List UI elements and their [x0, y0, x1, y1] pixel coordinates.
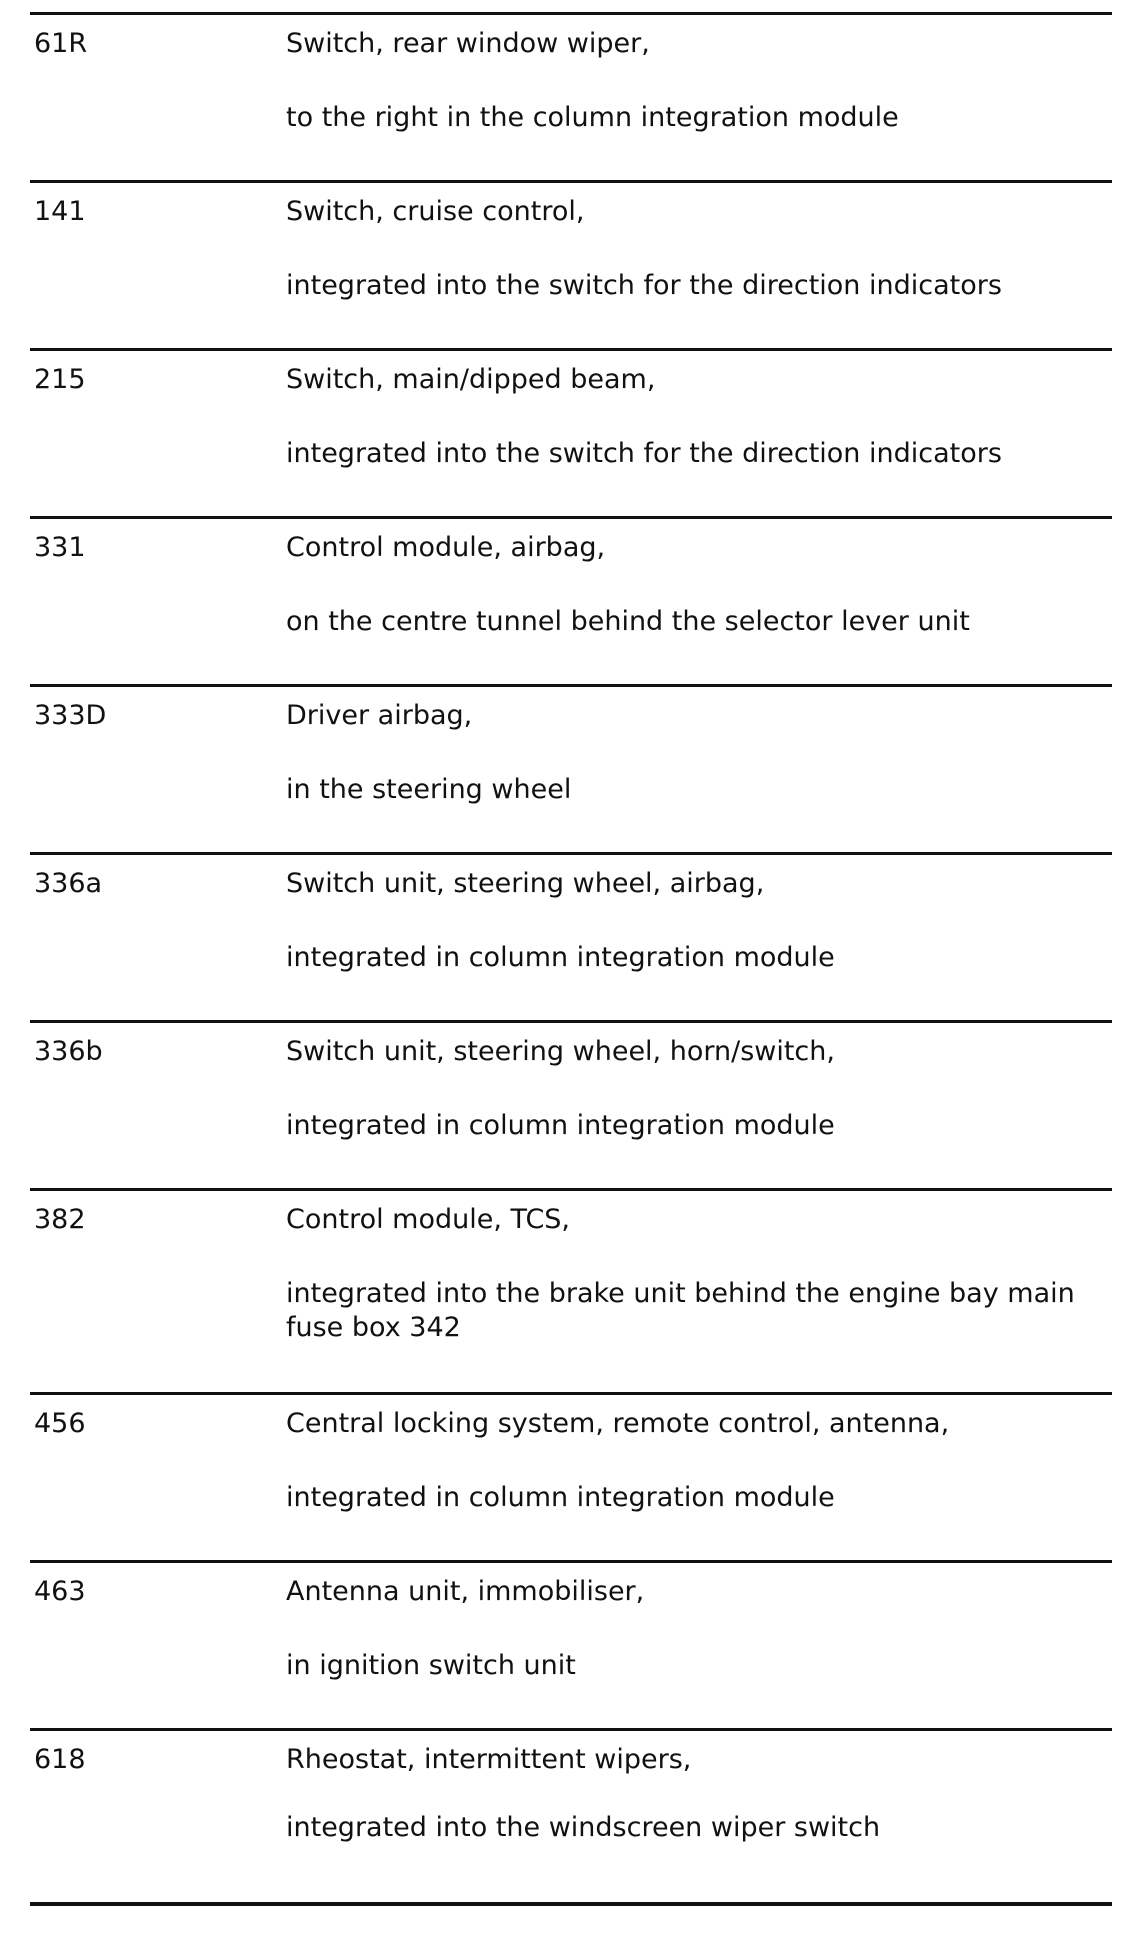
component-title: Rheostat, intermittent wipers, [286, 1744, 692, 1775]
component-location: integrated into the brake unit behind the engine bay main fuse box 342 [286, 1278, 1075, 1343]
component-code: 336a [34, 868, 103, 899]
table-row [30, 12, 1112, 180]
component-location: to the right in the column integration module [286, 102, 899, 133]
table-row [30, 516, 1112, 684]
table-row [30, 1188, 1112, 1392]
component-table [30, 12, 1112, 1883]
component-location: integrated into the switch for the direction indicators [286, 270, 1002, 301]
table-row [30, 684, 1112, 852]
component-location: integrated into the switch for the direction indicators [286, 438, 1002, 469]
component-title: Switch, rear window wiper, [286, 28, 650, 59]
component-title: Control module, airbag, [286, 532, 606, 563]
table-row [30, 1020, 1112, 1188]
table-row [30, 852, 1112, 1020]
component-code: 331 [34, 532, 86, 563]
component-location: in the steering wheel [286, 774, 572, 805]
component-location: in ignition switch unit [286, 1650, 576, 1681]
component-title: Switch unit, steering wheel, horn/switch, [286, 1036, 835, 1067]
component-title: Central locking system, remote control, antenna, [286, 1408, 950, 1439]
component-code: 463 [34, 1576, 86, 1607]
component-title: Switch, main/dipped beam, [286, 364, 656, 395]
component-title: Antenna unit, immobiliser, [286, 1576, 645, 1607]
component-location: integrated into the windscreen wiper switch [286, 1812, 881, 1843]
component-location: integrated in column integration module [286, 942, 835, 973]
component-location: on the centre tunnel behind the selector lever unit [286, 606, 970, 637]
table-row [30, 1560, 1112, 1728]
component-title: Switch, cruise control, [286, 196, 585, 227]
component-code: 336b [34, 1036, 103, 1067]
component-code: 382 [34, 1204, 86, 1235]
component-code: 141 [34, 196, 86, 227]
table-row [30, 180, 1112, 348]
component-code: 618 [34, 1744, 86, 1775]
component-code: 215 [34, 364, 86, 395]
table-row [30, 1728, 1112, 1883]
component-code: 61R [34, 28, 88, 59]
component-location: integrated in column integration module [286, 1110, 835, 1141]
table-row [30, 1392, 1112, 1560]
component-title: Switch unit, steering wheel, airbag, [286, 868, 765, 899]
component-title: Driver airbag, [286, 700, 473, 731]
table-row [30, 348, 1112, 516]
component-location: integrated in column integration module [286, 1482, 835, 1513]
table-bottom-rule [30, 1902, 1112, 1906]
component-code: 333D [34, 700, 107, 731]
component-code: 456 [34, 1408, 86, 1439]
component-title: Control module, TCS, [286, 1204, 571, 1235]
